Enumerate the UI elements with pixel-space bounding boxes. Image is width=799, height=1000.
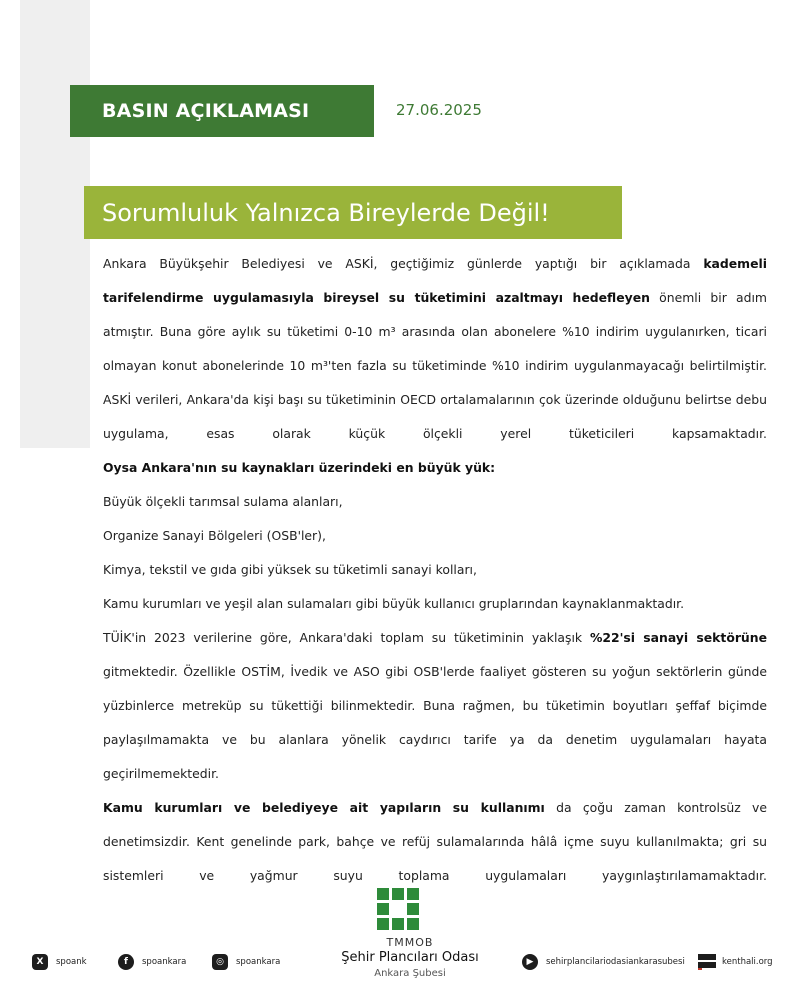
list-item: Kamu kurumları ve yeşil alan sulamaları gibi büyük kullanıcı gruplarından kaynaklanmaktadır. [103,596,685,611]
list-heading-text: Oysa Ankara'nın su kaynakları üzerindeki en büyük yük: [103,460,496,475]
article-body [103,247,767,893]
side-panel-decoration [20,0,90,448]
instagram-link[interactable] [212,954,280,970]
kenthali-link[interactable] [698,954,773,970]
kenthali-site: kenthali.org [722,957,773,967]
paragraph-1-text: Ankara Büyükşehir Belediyesi ve ASKİ, geçtiğimiz günlerde yaptığı bir açıklamada [103,256,704,271]
kenthali-icon [698,954,716,970]
paragraph-1-bold: kademeli tarifelendirme uygulamasıyla bireysel su tüketimini azaltmayı hedefleyen [103,256,767,305]
paragraph-3-bold: Kamu kurumları ve belediyeye ait yapıların su kullanımı [103,800,545,815]
footer [0,940,799,1000]
paragraph-3-text: da çoğu zaman kontrolsüz ve denetimsizdir. Kent genelinde park, bahçe ve refüj sulamalarında hâlâ içme suyu kullanılmakta; gri su sistemleri ve yağmur suyu toplama uygulamaları yaygınlaştırılamamaktadır. [103,800,767,883]
logo-branch: Ankara Şubesi [374,968,446,979]
x-link[interactable] [32,954,87,970]
youtube-link[interactable] [522,954,685,970]
spo-logo-mark [377,888,419,930]
logo-name: Şehir Plancıları Odası [341,950,479,965]
list-item: Organize Sanayi Bölgeleri (OSB'ler), [103,528,326,543]
paragraph-2 [103,621,767,791]
headline-text: Sorumluluk Yalnızca Bireylerde Değil! [102,198,550,227]
paragraph-3 [103,791,767,893]
facebook-handle: spoankara [142,957,187,967]
youtube-handle: sehirplancilariodasiankarasubesi [546,957,685,967]
instagram-handle: spoankara [236,957,281,967]
x-handle: spoank [56,957,87,967]
list-heading [103,451,767,485]
paragraph-1 [103,247,767,451]
x-icon: X [32,954,48,970]
press-release-banner [70,85,374,137]
paragraph-2-bold: %22'si sanayi sektörüne [589,630,767,645]
press-date: 27.06.2025 [396,101,482,119]
paragraph-2-text: TÜİK'in 2023 verilerine göre, Ankara'daki toplam su tüketiminin yaklaşık [103,630,590,645]
list-item: Büyük ölçekli tarımsal sulama alanları, [103,494,343,509]
paragraph-1-text-2: önemli bir adım atmıştır. Buna göre aylık su tüketimi 0-10 m³ arasında olan abonelere %10 indirim uygulanırken, ticari olmayan konut abonelerinde 10 m³'ten fazla su tüketiminde %10 indirim uygulanmayacağı belirtilmiştir. ASKİ verileri, Ankara'da kişi başı su tüketiminin OECD ortalamalarının çok üzerinde olduğunu belirtse debu uygulama, esas olarak küçük ölçekli yerel tüketicileri kapsamaktadır. [103,290,768,441]
youtube-icon: ▶ [522,954,538,970]
headline-banner [84,186,622,239]
facebook-icon: f [118,954,134,970]
press-release-label: BASIN AÇIKLAMASI [102,100,310,122]
facebook-link[interactable] [118,954,186,970]
instagram-icon: ◎ [212,954,228,970]
logo-org: TMMOB [386,936,434,949]
list-item: Kimya, tekstil ve gıda gibi yüksek su tüketimli sanayi kolları, [103,562,477,577]
paragraph-2-text-2: gitmektedir. Özellikle OSTİM, İvedik ve ASO gibi OSB'lerde faaliyet gösteren su yoğun sektörlerin günde yüzbinlerce metreküp su tükettiği bilinmektedir. Buna rağmen, bu tüketimin boyutları şeffaf biçimde paylaşılmamakta ve bu alanlara yönelik caydırıcı tarife ya da denetim uygulamaları hayata geçirilmemektedir. [103,664,767,781]
